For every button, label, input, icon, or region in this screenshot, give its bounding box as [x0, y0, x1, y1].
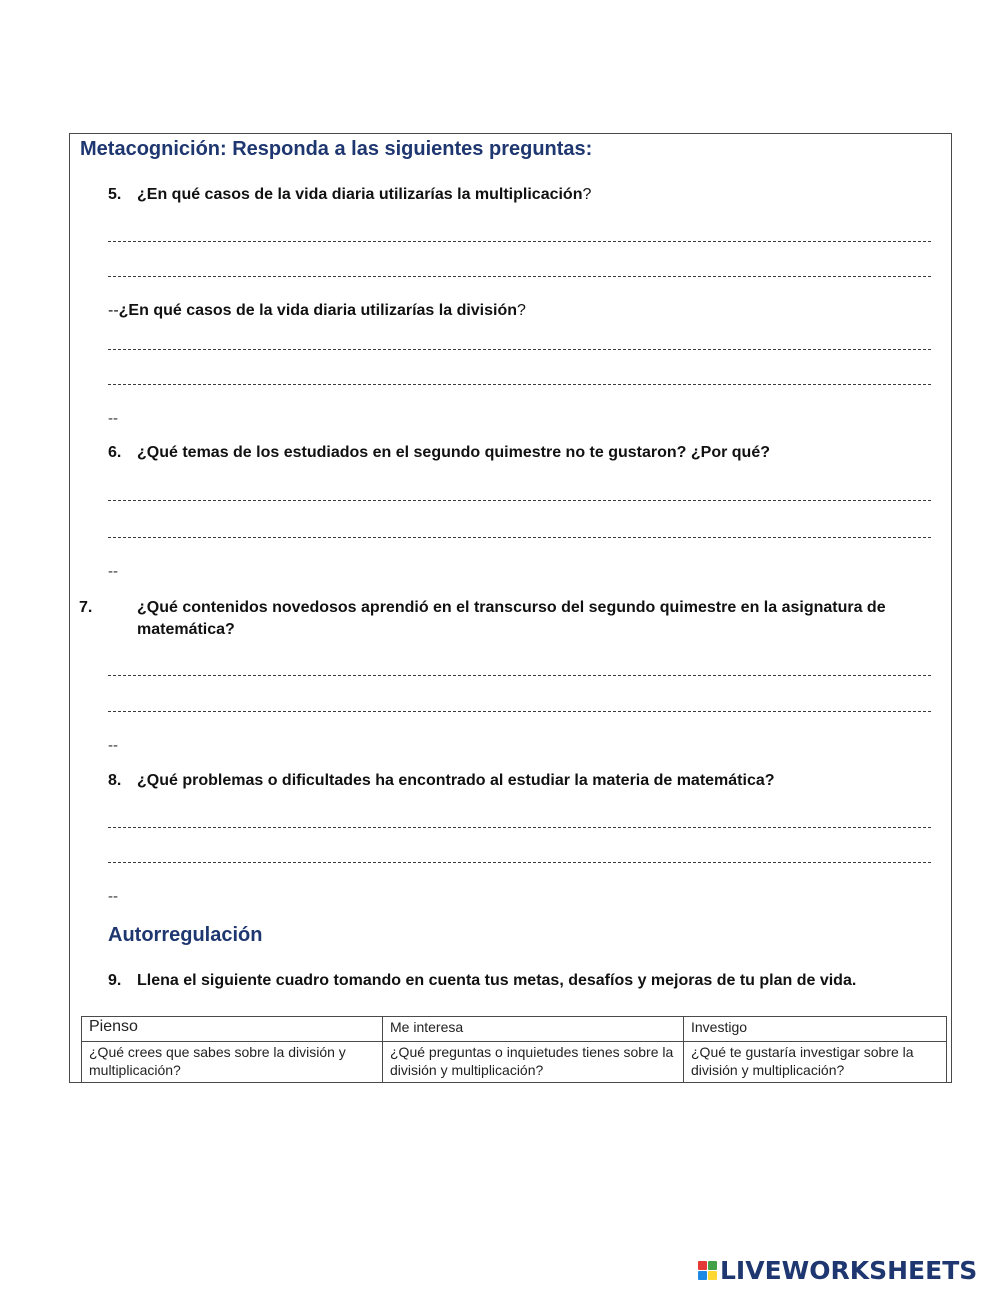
logo-block: [698, 1261, 707, 1270]
table-row: [82, 1042, 947, 1083]
worksheet-frame: [69, 133, 952, 1083]
question-9: [108, 972, 856, 990]
table-header-pienso: Pienso: [82, 1017, 383, 1042]
liveworksheets-logo: [698, 1256, 977, 1284]
answer-line[interactable]: [108, 537, 931, 538]
answer-fragment: --: [108, 410, 118, 427]
table-cell[interactable]: ¿Qué te gustaría investigar sobre la división y multiplicación?: [684, 1042, 947, 1083]
question-text: Llena el siguiente cuadro tomando en cuenta tus metas, desafíos y mejoras de tu plan de vida.: [137, 972, 857, 989]
question-number: 9.: [108, 972, 122, 989]
question-number: 5.: [108, 186, 122, 203]
table-header-investigo: Investigo: [684, 1017, 947, 1042]
answer-line[interactable]: [108, 241, 931, 242]
answer-line[interactable]: [108, 500, 931, 501]
answer-line[interactable]: [108, 711, 931, 712]
logo-block: [698, 1271, 707, 1280]
question-text: ¿Qué temas de los estudiados en el segundo quimestre no te gustaron? ¿Por qué?: [137, 444, 770, 461]
question-number: 8.: [108, 772, 122, 789]
answer-line[interactable]: [108, 276, 931, 277]
question-text: ¿En qué casos de la vida diaria utilizarías la multiplicación: [137, 186, 583, 203]
question-tail: ?: [517, 302, 526, 319]
question-number: 7.: [79, 599, 93, 616]
question-number: 6.: [108, 444, 122, 461]
table-header-me-interesa: Me interesa: [383, 1017, 684, 1042]
logo-block: [708, 1261, 717, 1270]
table-cell[interactable]: ¿Qué crees que sabes sobre la división y multiplicación?: [82, 1042, 383, 1083]
answer-fragment: --: [108, 888, 118, 905]
logo-blocks-icon: [698, 1261, 717, 1280]
answer-line[interactable]: [108, 827, 931, 828]
section-heading-metacognition: Metacognición: Responda a las siguientes preguntas:: [80, 138, 593, 160]
logo-block: [708, 1271, 717, 1280]
answer-line[interactable]: [108, 384, 931, 385]
reflection-table: [81, 1016, 947, 1083]
question-6: [108, 444, 770, 462]
question-7: [79, 597, 971, 641]
answer-fragment: --: [108, 563, 118, 580]
question-text: ¿Qué problemas o dificultades ha encontrado al estudiar la materia de matemática?: [137, 772, 775, 789]
question-5: [108, 186, 591, 204]
question-text: ¿En qué casos de la vida diaria utilizarías la división: [118, 302, 518, 319]
question-5b: [108, 302, 526, 320]
answer-line[interactable]: [108, 349, 931, 350]
question-tail: ?: [582, 186, 592, 203]
logo-text: LIVEWORKSHEETS: [720, 1255, 978, 1285]
question-prefix: --: [108, 302, 119, 319]
answer-line[interactable]: [108, 862, 931, 863]
table-cell[interactable]: ¿Qué preguntas o inquietudes tienes sobre la división y multiplicación?: [383, 1042, 684, 1083]
section-heading-autorregulacion: Autorregulación: [108, 924, 263, 946]
answer-fragment: --: [108, 737, 118, 754]
question-8: [108, 772, 775, 790]
answer-line[interactable]: [108, 675, 931, 676]
table-header-row: [82, 1017, 947, 1042]
question-text: ¿Qué contenidos novedosos aprendió en el transcurso del segundo quimestre en la asignatura de matemática?: [137, 599, 886, 638]
